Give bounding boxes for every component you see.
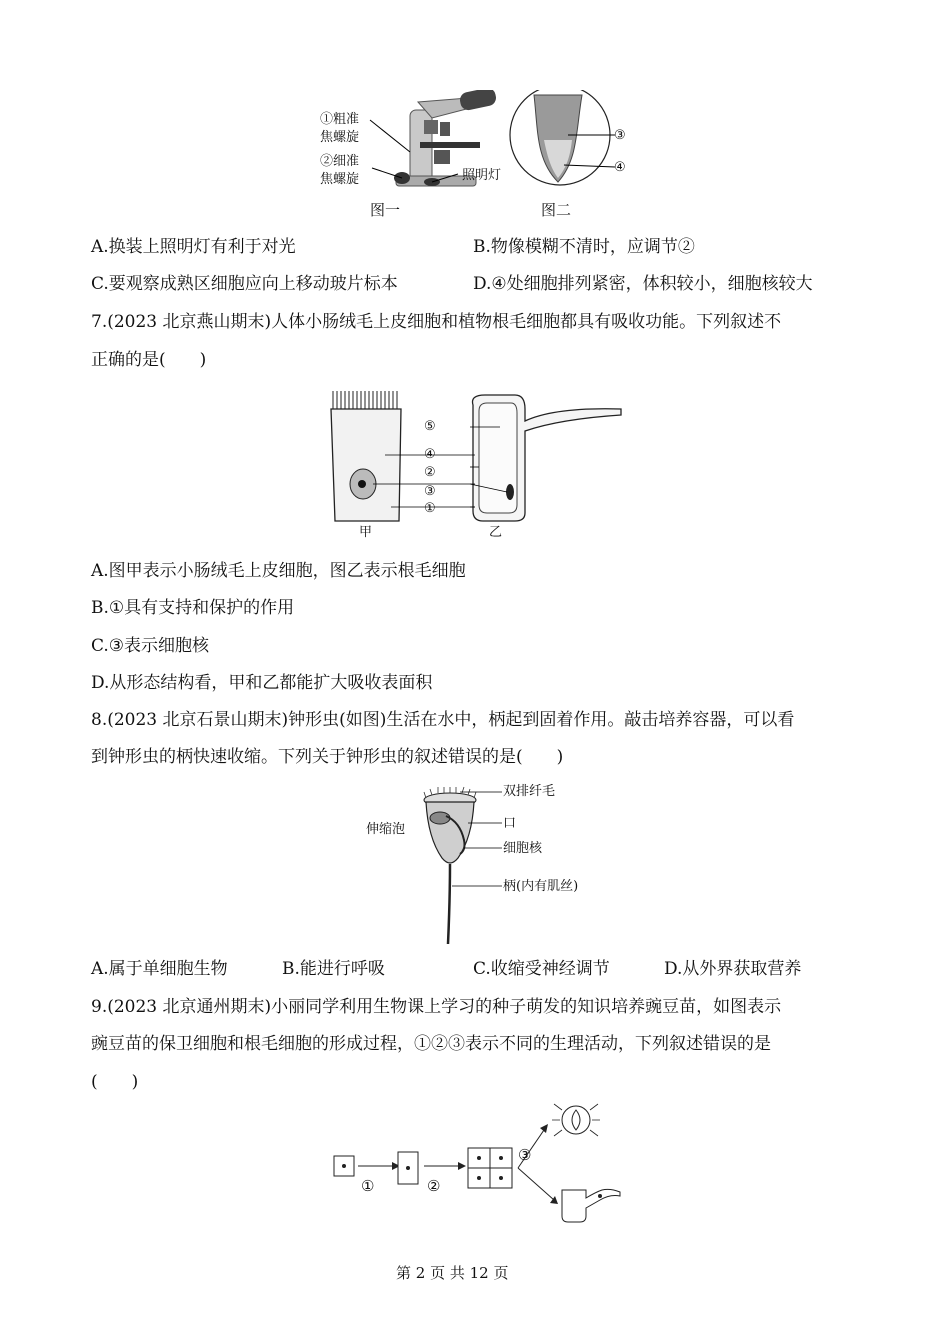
q8-label-nucleus: 细胞核 [503,841,543,856]
q8-option-b: B.能进行呼吸 [282,959,385,979]
q7-option-d: D.从形态结构看，甲和乙都能扩大吸收表面积 [91,673,433,693]
root-tip-icon [510,90,615,185]
q8-option-c: C.收缩受神经调节 [473,959,610,979]
q8-label-vacuole: 伸缩泡 [366,822,406,837]
fine-knob-label-1: ②细准 [320,154,360,169]
q8-stem-line-1: 8.(2023 北京石景山期末)钟形虫(如图)生活在水中，柄起到固着作用。敲击培养容器，可以看 [91,710,795,730]
q6-option-c: C.要观察成熟区细胞应向上移动玻片标本 [91,274,398,294]
coarse-knob-label-1: ①粗准 [320,112,360,127]
lamp-label: 照明灯 [462,168,502,183]
q8-option-a: A.属于单细胞生物 [91,959,228,979]
q6-option-d: D.④处细胞排列紧密，体积较小，细胞核较大 [473,274,813,294]
q7-stem-line-1: 7.(2023 北京燕山期末)人体小肠绒毛上皮细胞和植物根毛细胞都具有吸收功能。下列叙述不 [91,312,782,332]
figure-caption-2: 图二 [541,201,572,219]
q7-label-5: ⑤ [424,419,436,434]
q9-step-3: ③ [518,1146,532,1164]
q6-option-b: B.物像模糊不清时，应调节② [473,237,695,257]
q8-label-cilia: 双排纤毛 [503,784,556,799]
q7-stem-line-2: 正确的是( ) [91,350,207,370]
q9-stem-line-1: 9.(2023 北京通州期末)小丽同学利用生物课上学习的种子萌发的知识培养豌豆苗，如图表示 [91,997,782,1017]
coarse-knob-label-2: 焦螺旋 [320,130,360,145]
epithelial-cell-icon [331,391,401,521]
q7-option-b: B.①具有支持和保护的作用 [91,598,295,618]
fine-knob-label-2: 焦螺旋 [320,172,360,187]
q7-caption-right: 乙 [489,525,503,540]
cell-development-icon [334,1104,620,1222]
vorticella-illustration [380,778,520,946]
root-label-4: ④ [614,160,626,175]
cell-development-illustration [330,1100,630,1225]
root-label-3: ③ [614,128,626,143]
cells-illustration [325,385,625,545]
q7-option-a: A.图甲表示小肠绒毛上皮细胞，图乙表示根毛细胞 [91,561,466,581]
q7-label-3: ③ [424,484,436,499]
q8-stem-line-2: 到钟形虫的柄快速收缩。下列关于钟形虫的叙述错误的是( ) [91,747,564,767]
root-hair-cell-icon [473,395,622,521]
q9-step-2: ② [427,1177,441,1195]
q7-caption-left: 甲 [359,525,373,540]
q9-stem-line-2: 豌豆苗的保卫细胞和根毛细胞的形成过程，①②③表示不同的生理活动，下列叙述错误的是 [91,1034,771,1054]
q7-label-2: ② [424,465,436,480]
q8-label-stalk: 柄(内有肌丝) [503,879,579,894]
q7-option-c: C.③表示细胞核 [91,636,210,656]
q7-label-4: ④ [424,447,436,462]
q8-label-mouth: 口 [503,816,517,831]
vorticella-icon [424,787,502,944]
q8-option-d: D.从外界获取营养 [664,959,802,979]
q7-label-1: ① [424,501,436,516]
figure-caption-1: 图一 [370,201,401,219]
q9-step-1: ① [361,1177,375,1195]
q9-stem-line-3: ( ) [91,1072,139,1092]
q6-option-a: A.换装上照明灯有利于对光 [91,237,296,257]
page-footer: 第 2 页 共 12 页 [396,1264,509,1282]
